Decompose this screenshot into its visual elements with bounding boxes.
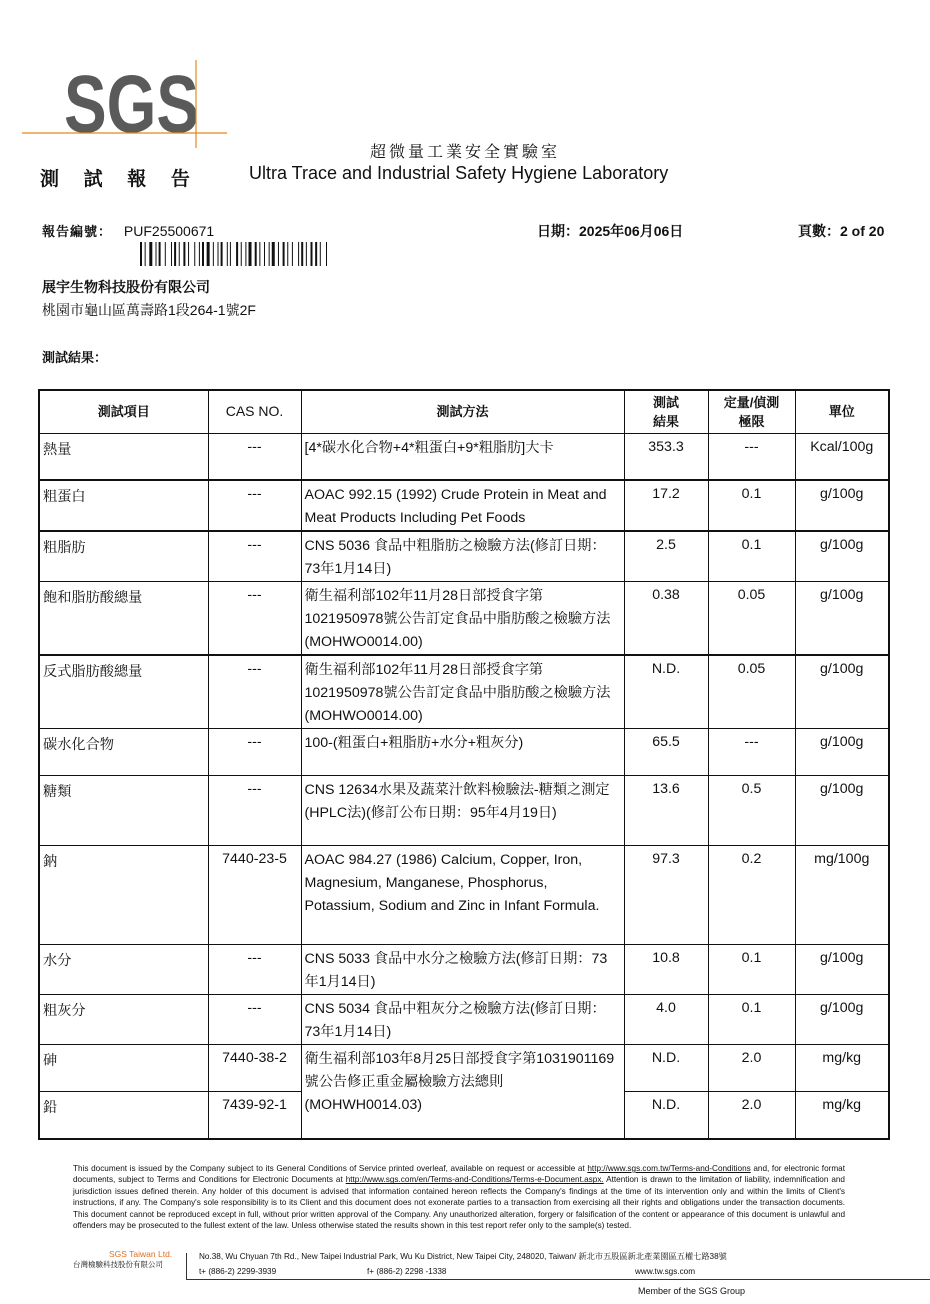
cell-result: N.D. xyxy=(624,1092,708,1139)
lab-name-en: Ultra Trace and Industrial Safety Hygiene Laboratory xyxy=(249,163,669,183)
cell-result: 0.38 xyxy=(624,582,708,656)
cell-limit: 0.05 xyxy=(708,582,795,656)
footer-address: No.38, Wu Chyuan 7th Rd., New Taipei Industrial Park, Wu Ku District, New Taipei City, 248020, Taiwan/ 新北市五股區新北產業園區五權七路38號 xyxy=(199,1252,727,1261)
page-count: 頁數：2 of 20 xyxy=(798,223,885,239)
cell-method: AOAC 984.27 (1986) Calcium, Copper, Iron, Magnesium, Manganese, Phosphorus, Potassium, Sodium and Zinc in Infant Formula. xyxy=(301,846,624,945)
cell-item: 粗灰分 xyxy=(39,995,208,1045)
cell-cas: --- xyxy=(208,433,301,480)
client-address: 桃園市龜山區萬壽路1段264-1號2F xyxy=(42,302,256,318)
report-number: 報告編號： PUF25500671 xyxy=(42,223,215,239)
cell-result: 97.3 xyxy=(624,846,708,945)
cell-result: 10.8 xyxy=(624,945,708,995)
cell-result: 13.6 xyxy=(624,776,708,846)
cell-item: 熱量 xyxy=(39,433,208,480)
lab-name-cn: 超微量工業安全實驗室 xyxy=(370,142,561,161)
cell-unit: g/100g xyxy=(795,531,889,582)
cell-limit: 0.5 xyxy=(708,776,795,846)
cell-unit: g/100g xyxy=(795,776,889,846)
client-company: 展宇生物科技股份有限公司 xyxy=(42,279,210,295)
cell-method: CNS 5033 食品中水分之檢驗方法(修訂日期：73年1月14日) xyxy=(301,945,624,995)
cell-limit: 0.1 xyxy=(708,531,795,582)
report-date: 日期：2025年06月06日 xyxy=(537,223,684,239)
col-cas-header: CAS NO. xyxy=(208,390,301,433)
cell-limit: 0.1 xyxy=(708,945,795,995)
table-row xyxy=(39,582,889,656)
table-row xyxy=(39,1045,889,1092)
cell-method: AOAC 992.15 (1992) Crude Protein in Meat and Meat Products Including Pet Foods xyxy=(301,480,624,531)
cell-cas: --- xyxy=(208,480,301,531)
barcode xyxy=(140,242,395,266)
table-row xyxy=(39,655,889,729)
cell-item: 粗脂肪 xyxy=(39,531,208,582)
footer-company-en: SGS Taiwan Ltd. xyxy=(109,1249,173,1259)
cell-item: 糖類 xyxy=(39,776,208,846)
cell-item: 鈉 xyxy=(39,846,208,945)
table-row xyxy=(39,995,889,1045)
cell-unit: g/100g xyxy=(795,945,889,995)
cell-cas: 7440-23-5 xyxy=(208,846,301,945)
cell-unit: g/100g xyxy=(795,729,889,776)
cell-unit: g/100g xyxy=(795,655,889,729)
cell-limit: 0.1 xyxy=(708,480,795,531)
footer-divider xyxy=(186,1253,187,1279)
cell-method: 100-(粗蛋白+粗脂肪+水分+粗灰分) xyxy=(301,729,624,776)
cell-method: [4*碳水化合物+4*粗蛋白+9*粗脂肪]大卡 xyxy=(301,433,624,480)
cell-method: CNS 5036 食品中粗脂肪之檢驗方法(修訂日期：73年1月14日) xyxy=(301,531,624,582)
cell-cas: --- xyxy=(208,776,301,846)
svg-text:SGS: SGS xyxy=(64,59,199,148)
cell-cas: 7440-38-2 xyxy=(208,1045,301,1092)
footer-website: www.tw.sgs.com xyxy=(635,1267,696,1276)
cell-result: N.D. xyxy=(624,655,708,729)
cell-unit: mg/kg xyxy=(795,1045,889,1092)
cell-item: 反式脂肪酸總量 xyxy=(39,655,208,729)
col-method-header: 測試方法 xyxy=(301,390,624,433)
cell-item: 飽和脂肪酸總量 xyxy=(39,582,208,656)
table-row xyxy=(39,729,889,776)
cell-cas: 7439-92-1 xyxy=(208,1092,301,1139)
cell-method: CNS 12634水果及蔬菜汁飲料檢驗法-糖類之測定(HPLC法)(修訂公布日期：95年4月19日) xyxy=(301,776,624,846)
cell-item: 鉛 xyxy=(39,1092,208,1139)
sgs-logo xyxy=(22,52,227,148)
cell-result: 65.5 xyxy=(624,729,708,776)
cell-limit: 0.1 xyxy=(708,995,795,1045)
cell-unit: Kcal/100g xyxy=(795,433,889,480)
table-row xyxy=(39,776,889,846)
cell-cas: --- xyxy=(208,995,301,1045)
cell-result: 353.3 xyxy=(624,433,708,480)
cell-cas: --- xyxy=(208,531,301,582)
footer-phone: t+ (886-2) 2299-3939 xyxy=(199,1267,277,1276)
cell-result: 4.0 xyxy=(624,995,708,1045)
cell-limit: --- xyxy=(708,433,795,480)
cell-unit: g/100g xyxy=(795,582,889,656)
cell-limit: --- xyxy=(708,729,795,776)
col-item-header: 測試項目 xyxy=(39,390,208,433)
cell-limit: 2.0 xyxy=(708,1045,795,1092)
footer-fax: f+ (886-2) 2298 -1338 xyxy=(367,1267,447,1276)
col-limit-header: 定量/偵測 極限 xyxy=(708,390,795,433)
cell-method: 衛生福利部102年11月28日部授食字第1021950978號公告訂定食品中脂肪酸之檢驗方法(MOHWO0014.00) xyxy=(301,655,624,729)
report-title: 測 試 報 告 xyxy=(40,168,199,190)
cell-item: 水分 xyxy=(39,945,208,995)
cell-cas: --- xyxy=(208,582,301,656)
cell-result: 2.5 xyxy=(624,531,708,582)
cell-cas: --- xyxy=(208,945,301,995)
col-unit-header: 單位 xyxy=(795,390,889,433)
cell-method: CNS 5034 食品中粗灰分之檢驗方法(修訂日期：73年1月14日) xyxy=(301,995,624,1045)
table-row xyxy=(39,433,889,480)
cell-limit: 2.0 xyxy=(708,1092,795,1139)
cell-result: 17.2 xyxy=(624,480,708,531)
footer-member-text: Member of the SGS Group xyxy=(638,1286,746,1296)
table-row xyxy=(39,945,889,995)
footer-divider xyxy=(186,1279,930,1280)
col-result-header: 測試 結果 xyxy=(624,390,708,433)
table-row xyxy=(39,531,889,582)
cell-item: 砷 xyxy=(39,1045,208,1092)
terms-link[interactable]: http://www.sgs.com.tw/Terms-and-Conditions xyxy=(587,1164,751,1173)
cell-method: 衛生福利部103年8月25日部授食字第1031901169號公告修正重金屬檢驗方法總則(MOHWH0014.03) xyxy=(301,1045,624,1139)
cell-cas: --- xyxy=(208,729,301,776)
results-table xyxy=(38,389,890,1140)
table-header-row xyxy=(39,390,889,433)
cell-cas: --- xyxy=(208,655,301,729)
cell-unit: g/100g xyxy=(795,480,889,531)
results-label: 測試結果： xyxy=(42,350,108,365)
cell-unit: mg/kg xyxy=(795,1092,889,1139)
cell-unit: g/100g xyxy=(795,995,889,1045)
table-row xyxy=(39,846,889,945)
e-document-terms-link[interactable]: http://www.sgs.com/en/Terms-and-Conditions/Terms-e-Document.aspx. xyxy=(345,1175,604,1185)
cell-item: 碳水化合物 xyxy=(39,729,208,776)
table-row xyxy=(39,480,889,531)
cell-limit: 0.05 xyxy=(708,655,795,729)
legal-disclaimer: This document is issued by the Company subject to its General Conditions of Service printed overleaf, available on request or accessible at http://www.sgs.com.tw/Terms-and-Conditions and, for electronic format documents, subject to Terms and Conditions for Electronic Documents at http://www.sgs.com/en/Terms-and-Conditions/Terms-e-Document.aspx. Attention is drawn to the limitation of liability, indemnification and jurisdiction issues defined therein. Any holder of this document is advised that information contained hereon reflects the Company's findings at the time of its intervention only and within the limits of Client's instructions, if any. The Company's sole responsibility is to its Client and this document does not exonerate parties to a transaction from exercising all their rights and obligations under the transaction documents. This document cannot be reproduced except in full, without prior written approval of the Company. Any unauthorized alteration, forgery or falsification of the content or appearance of this document is unlawful and offenders may be prosecuted to the fullest extent of the law. Unless otherwise stated the results shown in this test report refer only to the sample(s) tested. xyxy=(73,1164,845,1231)
cell-item: 粗蛋白 xyxy=(39,480,208,531)
cell-result: N.D. xyxy=(624,1045,708,1092)
cell-limit: 0.2 xyxy=(708,846,795,945)
cell-method: 衛生福利部102年11月28日部授食字第1021950978號公告訂定食品中脂肪酸之檢驗方法(MOHWO0014.00) xyxy=(301,582,624,656)
cell-unit: mg/100g xyxy=(795,846,889,945)
footer-company-cn: 台灣檢驗科技股份有限公司 xyxy=(73,1260,163,1269)
